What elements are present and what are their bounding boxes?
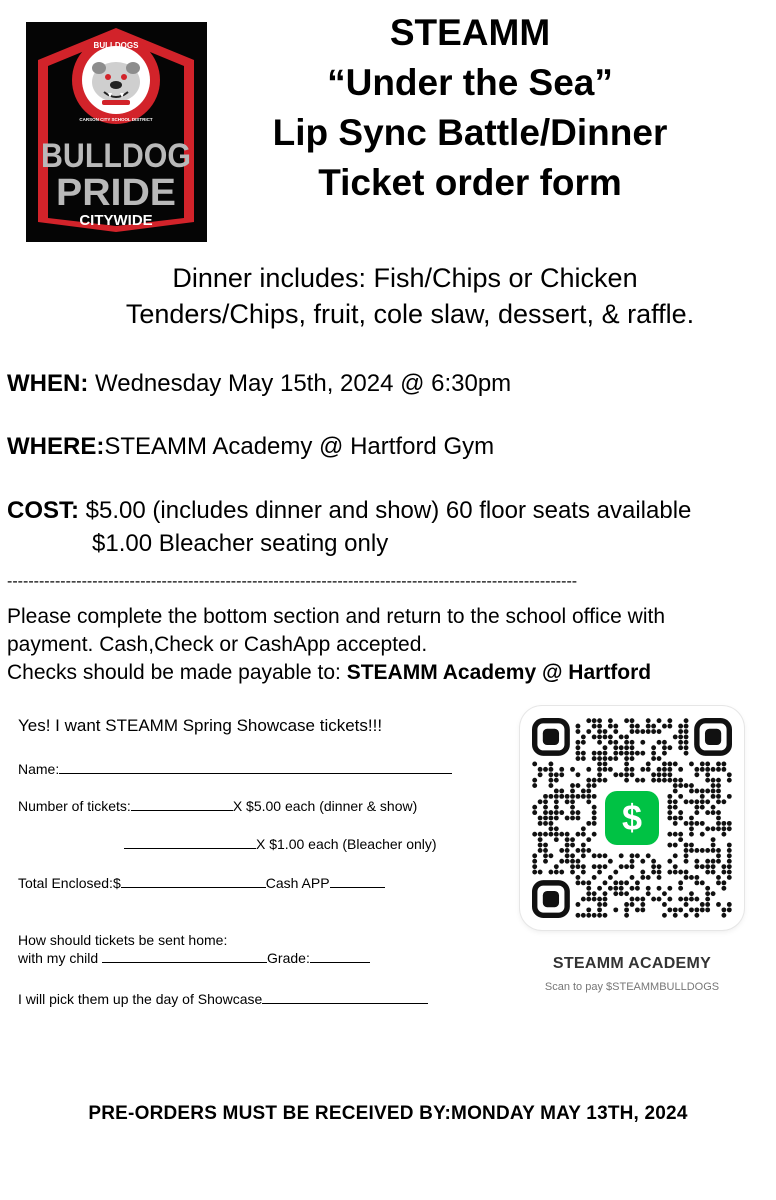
dashed-divider: ----------------------------------------------------------------------------------------------------------- (7, 573, 578, 590)
qr-finder-icon (535, 883, 567, 915)
where-value: STEAMM Academy @ Hartford Gym (104, 433, 495, 460)
title-line3: Lip Sync Battle/Dinner (272, 112, 668, 153)
svg-text:$: $ (621, 797, 643, 838)
dinner-line1: Dinner includes: Fish/Chips or Chicken (172, 263, 638, 293)
cashapp-icon (605, 791, 659, 845)
title-line4: Ticket order form (318, 162, 622, 203)
cost-label: COST: (7, 497, 79, 524)
pickup-field[interactable] (262, 990, 428, 1004)
when-value: Wednesday May 15th, 2024 @ 6:30pm (88, 370, 512, 397)
where-row (7, 431, 494, 463)
cashapp-field[interactable] (330, 874, 385, 888)
tickets-row (18, 797, 417, 815)
tickets-label: Number of tickets: (18, 798, 131, 814)
name-field[interactable] (59, 760, 452, 774)
instructions-line3 (7, 659, 651, 687)
payable-prefix: Checks should be made payable to: (7, 661, 347, 684)
logo-line2: PRIDE (56, 172, 176, 214)
qr-finder-icon (697, 721, 729, 753)
grade-field[interactable] (310, 949, 370, 963)
when-label: WHEN: (7, 370, 89, 397)
logo-line1: BULLDOG (41, 137, 191, 175)
title-line1: STEAMM (389, 12, 551, 53)
bleacher-price: X $1.00 each (Bleacher only) (256, 836, 437, 852)
total-field[interactable] (121, 874, 266, 888)
pickup-row (18, 990, 428, 1008)
total-label: Total Enclosed:$ (18, 875, 121, 891)
where-label: WHERE: (7, 433, 105, 460)
child-name-field[interactable] (102, 949, 267, 963)
cost-line2: $1.00 Bleacher seating only (92, 530, 389, 557)
child-row (18, 949, 370, 967)
logo-line3: CITYWIDE (79, 212, 153, 229)
title-line2: “Under the Sea” (327, 62, 613, 103)
bleacher-count-field[interactable] (124, 835, 256, 849)
total-row (18, 874, 385, 892)
how-sent: How should tickets be sent home: (18, 932, 228, 948)
pickup-label: I will pick them up the day of Showcase (18, 991, 263, 1007)
dinner-line2: Tenders/Chips, fruit, cole slaw, dessert, & raffle. (125, 299, 695, 329)
tickets-price: X $5.00 each (dinner & show) (232, 798, 418, 814)
bleacher-row (124, 835, 437, 853)
cashapp-name: STEAMM ACADEMY (552, 955, 712, 972)
bulldog-pride-logo (26, 22, 207, 242)
name-row (18, 760, 452, 778)
logo-arc-text: BULLDOGS (93, 41, 139, 50)
qr-finder-icon (535, 721, 567, 753)
qr-code-icon (532, 718, 732, 918)
tickets-count-field[interactable] (131, 797, 233, 811)
instructions-line2: payment. Cash,Check or CashApp accepted. (7, 633, 428, 656)
cashapp-scan-text: Scan to pay $STEAMMBULLDOGS (544, 981, 720, 993)
preorder-deadline: PRE-ORDERS MUST BE RECEIVED BY:MONDAY MAY 13TH, 2024 (88, 1103, 688, 1124)
name-label: Name: (18, 761, 60, 777)
form-heading: Yes! I want STEAMM Spring Showcase tickets!!! (18, 716, 383, 735)
with-child-label: with my child (18, 950, 103, 966)
payable-name: STEAMM Academy @ Hartford (346, 661, 652, 684)
cost-row (7, 495, 691, 527)
cost-line1: $5.00 (includes dinner and show) 60 floor seats available (79, 497, 692, 524)
cashapp-qr-card[interactable] (520, 706, 744, 930)
cashapp-label: Cash APP (265, 875, 330, 891)
logo-ring-text: CARSON CITY SCHOOL DISTRICT (79, 117, 153, 122)
when-row (7, 368, 511, 400)
grade-label: Grade: (267, 950, 310, 966)
instructions-line1: Please complete the bottom section and return to the school office with (7, 605, 665, 628)
